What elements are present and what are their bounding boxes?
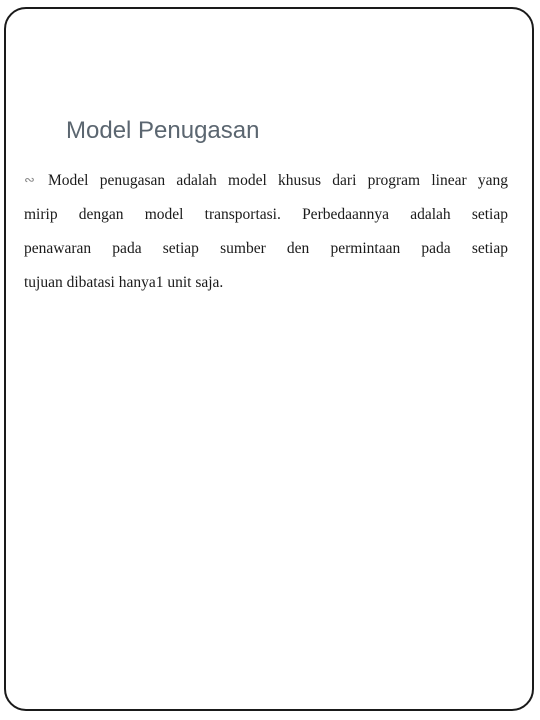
slide-frame (4, 7, 534, 711)
slide-title: Model Penugasan (66, 117, 260, 144)
paragraph-line-4: tujuan dibatasi hanya1 unit saja. (24, 274, 224, 291)
wave-bullet-icon: ∾ (24, 173, 35, 188)
slide-body (24, 164, 508, 300)
bullet-item (24, 164, 508, 300)
paragraph-line-1-text: Model penugasan adalah model khusus dari program linear yang (48, 172, 508, 189)
paragraph-line-3: penawaran pada setiap sumber den permintaan pada setiap (24, 240, 508, 257)
paragraph-line-1 (24, 164, 508, 198)
paragraph-line-2: mirip dengan model transportasi. Perbedaannya adalah setiap (24, 206, 508, 223)
